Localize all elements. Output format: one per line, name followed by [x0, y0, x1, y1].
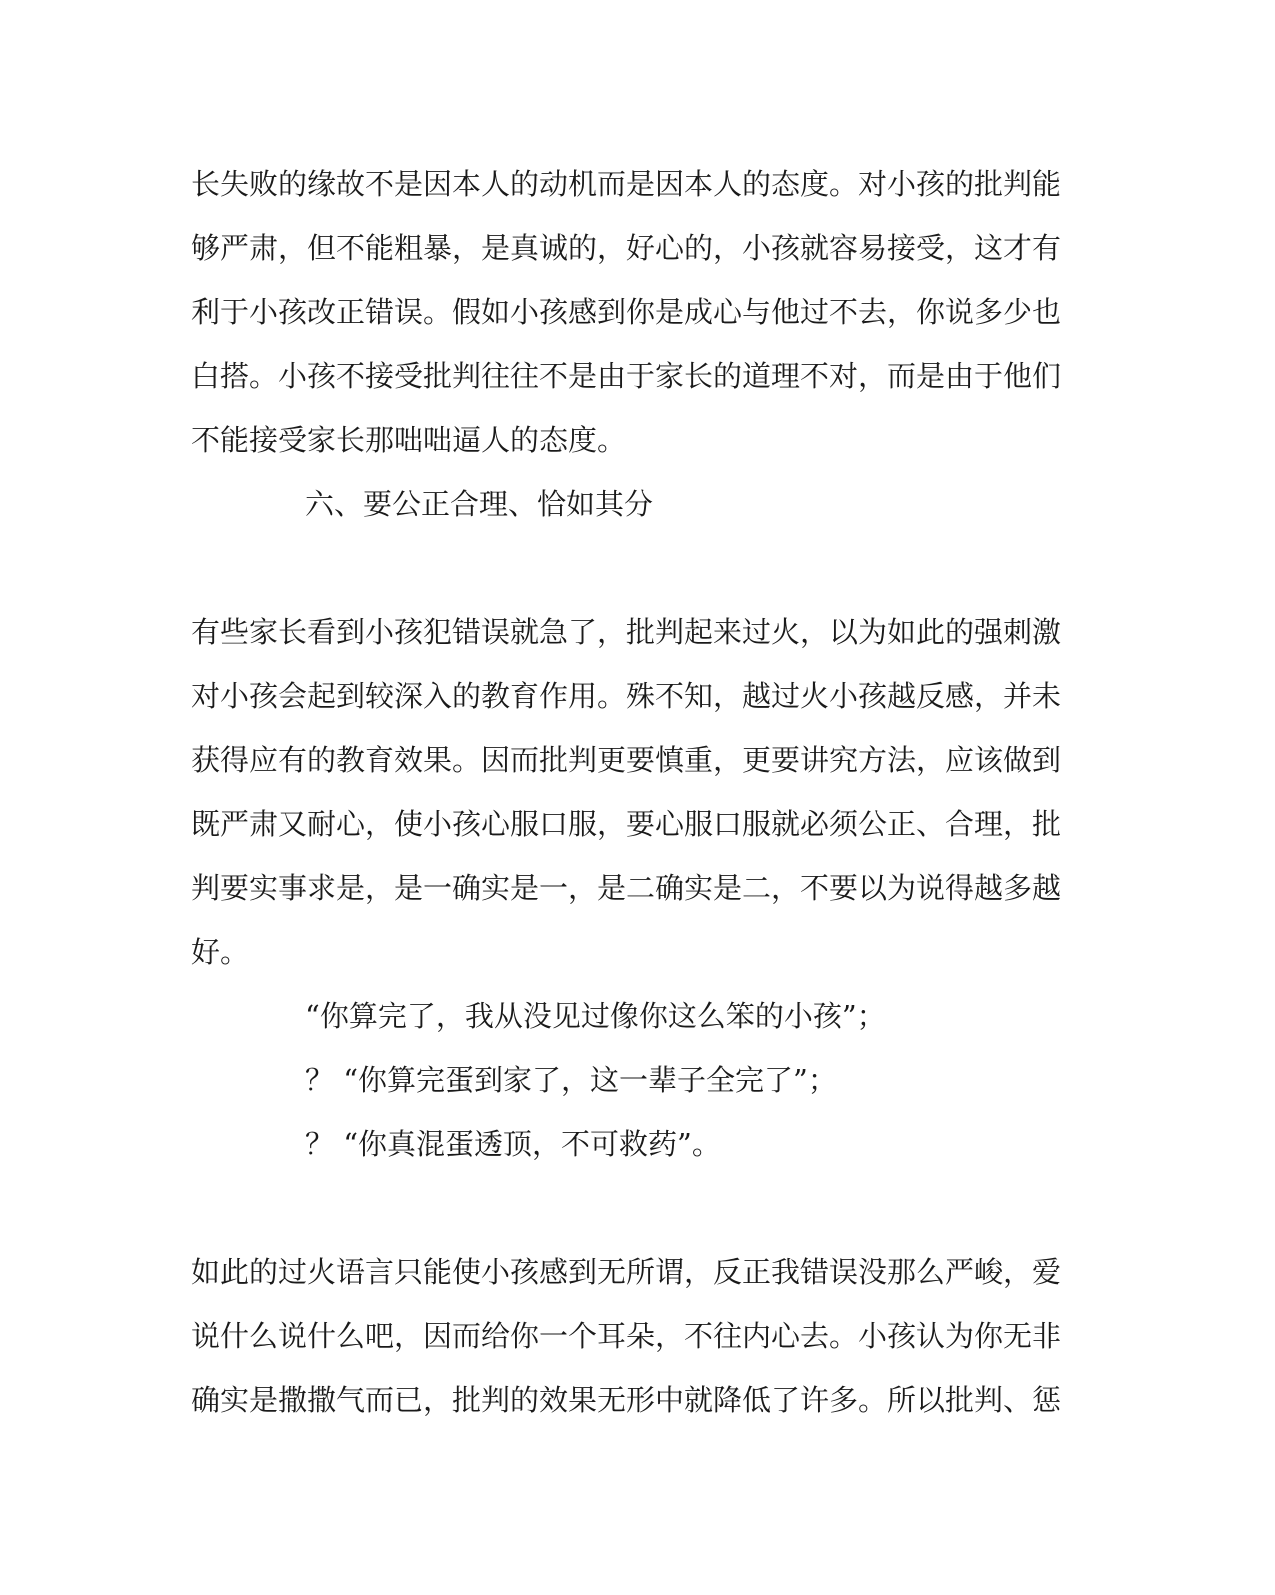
quote-item: ？ “你算完蛋到家了，这一辈子全完了”； — [305, 1063, 837, 1097]
text-line: 有些家长看到小孩犯错误就急了，批判起来过火，以为如此的强刺激 — [191, 615, 1062, 649]
text-line: 如此的过火语言只能使小孩感到无所谓，反正我错误没那么严峻，爱 — [191, 1255, 1062, 1289]
text-line: 获得应有的教育效果。因而批判更要慎重，更要讲究方法，应该做到 — [191, 743, 1062, 777]
text-line: 好。 — [191, 935, 250, 969]
text-line: 既严肃又耐心，使小孩心服口服，要心服口服就必须公正、合理，批 — [191, 807, 1062, 841]
text-line: 利于小孩改正错误。假如小孩感到你是成心与他过不去，你说多少也 — [191, 295, 1062, 329]
text-line: 不能接受家长那咄咄逼人的态度。 — [191, 423, 627, 457]
text-line: 长失败的缘故不是因本人的动机而是因本人的态度。对小孩的批判能 — [191, 167, 1062, 201]
text-line: 对小孩会起到较深入的教育作用。殊不知，越过火小孩越反感，并未 — [191, 679, 1062, 713]
text-line: 说什么说什么吧，因而给你一个耳朵，不往内心去。小孩认为你无非 — [191, 1319, 1062, 1353]
section-heading: 六、要公正合理、恰如其分 — [305, 487, 654, 521]
text-line: 够严肃，但不能粗暴，是真诚的，好心的，小孩就容易接受，这才有 — [191, 231, 1062, 265]
text-line: 判要实事求是，是一确实是一，是二确实是二，不要以为说得越多越 — [191, 871, 1062, 905]
quote-item: “你算完了，我从没见过像你这么笨的小孩”； — [305, 999, 886, 1033]
text-line: 白搭。小孩不接受批判往往不是由于家长的道理不对，而是由于他们 — [191, 359, 1062, 393]
text-line: 确实是撒撒气而已，批判的效果无形中就降低了许多。所以批判、惩 — [191, 1383, 1062, 1417]
quote-item: ？ “你真混蛋透顶，不可救药”。 — [305, 1127, 721, 1161]
